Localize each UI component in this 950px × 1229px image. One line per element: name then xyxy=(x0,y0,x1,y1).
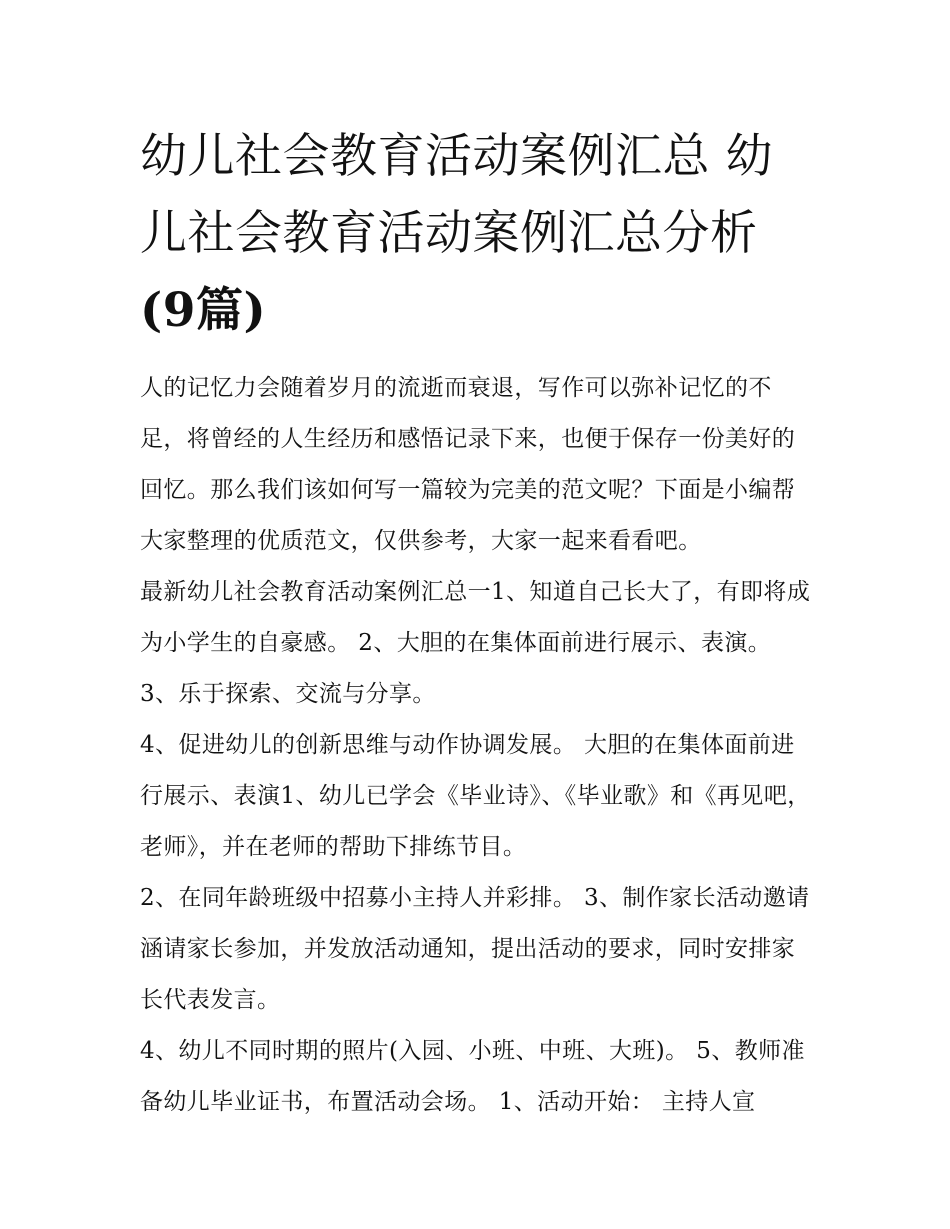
paragraph-arrangement: 2、在同年龄班级中招募小主持人并彩排。 3、制作家长活动邀请涵请家长参加，并发放活动通知，提出活动的要求，同时安排家长代表发言。 xyxy=(140,885,810,1013)
paragraph-preparation: 4、促进幼儿的创新思维与动作协调发展。 大胆的在集体面前进行展示、表演1、幼儿已学会《毕业诗》、《毕业歌》和《再见吧，老师》，并在老师的帮助下排练节目。 xyxy=(140,732,811,860)
title-count: (9篇) xyxy=(140,283,267,338)
document-body xyxy=(140,363,812,1128)
paragraph-intro: 人的记忆力会随着岁月的流逝而衰退，写作可以弥补记忆的不足，将曾经的人生经历和感悟记录下来，也便于保存一份美好的回忆。那么我们该如何写一篇较为完美的范文呢？下面是小编帮大家整理的优质范文，仅供参考，大家一起来看看吧。 xyxy=(140,375,796,554)
document-page xyxy=(140,118,812,1128)
paragraph-materials: 4、幼儿不同时期的照片(入园、小班、中班、大班)。 5、教师准备幼儿毕业证书，布置活动会场。 1、活动开始： 主持人宣 xyxy=(140,1038,805,1115)
title-main: 幼儿社会教育活动案例汇总 幼儿社会教育活动案例汇总分析 xyxy=(140,129,773,261)
document-title xyxy=(140,118,812,349)
paragraph-goals: 最新幼儿社会教育活动案例汇总一1、知道自己长大了，有即将成为小学生的自豪感。 2、大胆的在集体面前进行展示、表演。 3、乐于探索、交流与分享。 xyxy=(140,579,811,707)
